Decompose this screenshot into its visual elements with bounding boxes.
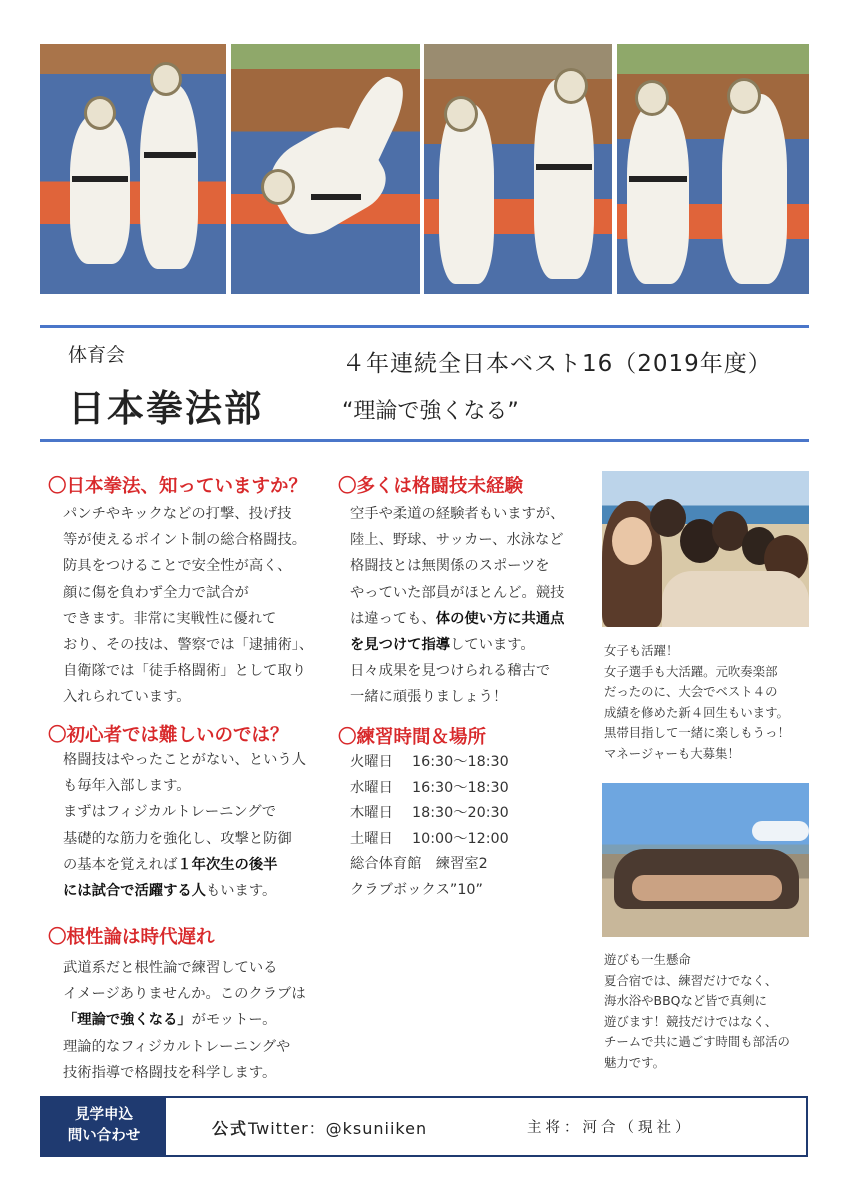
club-motto: “理論で強くなる” (342, 399, 519, 424)
caption-camp: 遊びも一生懸命 夏合宿では、練習だけでなく、 海水浴やBBQなど皆で真剣に 遊びます！競技だけではなく、 チームで共に過ごす時間も部活の 魅力です。 (604, 952, 790, 1070)
section-title-theory: 〇根性論は時代遅れ (48, 927, 215, 948)
schedule-row: 水曜日 16:30～18:30 (350, 779, 509, 796)
photo-kumite-3 (424, 44, 612, 294)
header-top-rule (40, 325, 809, 328)
photo-kumite-2 (231, 44, 420, 294)
captain-name: 主将：河合（現社） (527, 1120, 694, 1136)
photo-kumite-1 (40, 44, 226, 294)
caption-women: 女子も活躍！ 女子選手も大活躍。元吹奏楽部 だったのに、大会でベスト４の 成績を修めた新４回生もいます。 黒帯目指して一緒に楽しもうっ！ マネージャーも大募集！ (604, 643, 790, 761)
contact-label: 見学申込 問い合わせ (42, 1098, 166, 1155)
contact-footer (40, 1096, 808, 1157)
section-body-inexperienced: 空手や柔道の経験者もいますが、 陸上、野球、サッカー、水泳など 格闘技とは無関係のスポーツを やっていた部員がほとんど。競技 は違っても、体の使い方に共通点 を見つけて指導しています。 日々成果を見つけられる稽古で 一緒に頑張りましょう！ (350, 506, 565, 706)
section-body-what-is: パンチやキックなどの打撃、投げ技 等が使えるポイント制の総合格闘技。 防具をつけることで安全性が高く、 顔に傷を負わず全力で試合が できます。非常に実戦性に優れて おり、その技は、警察では「逮捕術」、 自衛隊では「徒手格闘術」として取り 入れられています。 (63, 506, 314, 706)
photo-summer-camp (602, 783, 809, 937)
photo-women-members (602, 471, 809, 627)
photo-kumite-4 (617, 44, 809, 294)
section-title-inexperienced: 〇多くは格闘技未経験 (338, 476, 524, 497)
section-body-theory: 武道系だと根性論で練習している イメージありませんか。このクラブは 「理論で強くなる」がモットー。 理論的なフィジカルトレーニングや 技術指導で格闘技を科学します。 (63, 960, 306, 1081)
section-title-beginners: 〇初心者では難しいのでは？ (48, 725, 289, 746)
club-box: クラブボックス”10” (350, 881, 483, 898)
practice-place: 総合体育館 練習室2 (350, 856, 488, 872)
schedule-row: 木曜日 18:30～20:30 (350, 805, 509, 821)
twitter-account[interactable]: 公式Twitter：@ksuniiken (212, 1119, 428, 1138)
section-title-what-is: 〇日本拳法、知っていますか？ (48, 476, 308, 497)
schedule-row: 土曜日 10:00～12:00 (350, 830, 509, 847)
section-title-schedule: 〇練習時間＆場所 (338, 727, 487, 748)
header-bottom-rule (40, 439, 809, 442)
schedule-row: 火曜日 16:30～18:30 (350, 754, 509, 770)
club-category: 体育会 (68, 344, 126, 366)
club-name: 日本拳法部 (68, 386, 263, 430)
section-body-beginners: 格闘技はやったことがない、という人 も毎年入部します。 まずはフィジカルトレーニングで 基礎的な筋力を強化し、攻撃と防御 の基本を覚えれば１年次生の後半 には試合で活躍する人もいます。 (63, 752, 307, 900)
practice-schedule (350, 750, 509, 903)
achievement-headline: ４年連続全日本ベスト16（2019年度） (342, 351, 772, 377)
